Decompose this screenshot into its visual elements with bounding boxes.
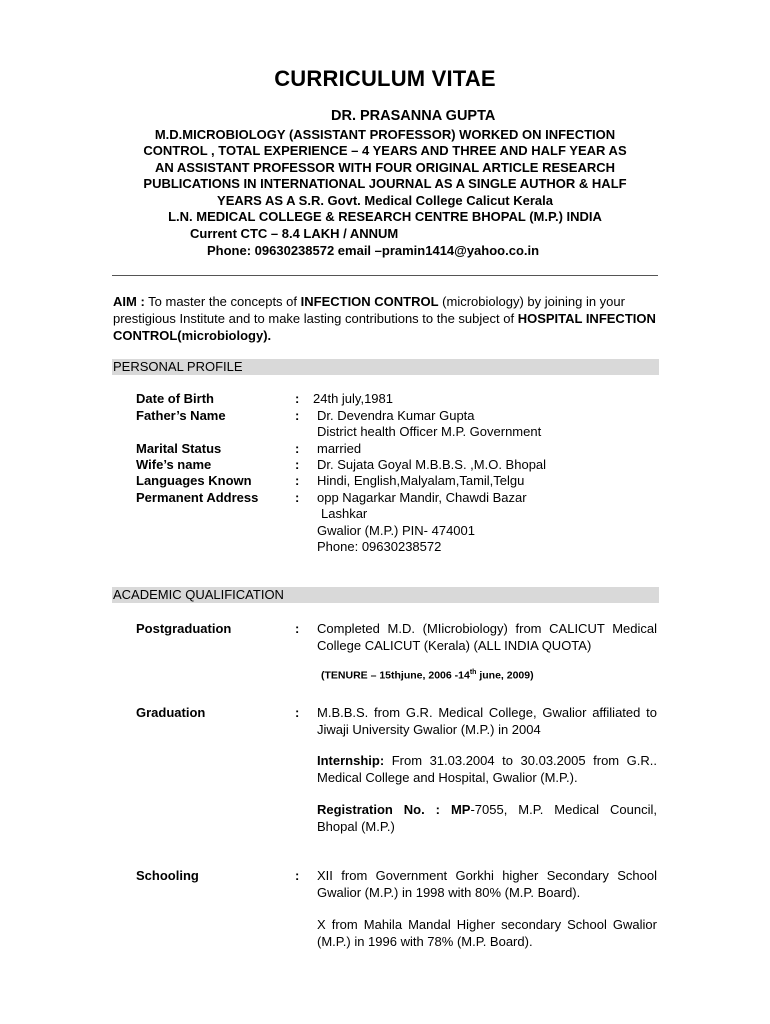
header-line: CONTROL , TOTAL EXPERIENCE – 4 YEARS AND THREE AND HALF YEAR AS — [143, 143, 627, 159]
colon: : — [295, 408, 300, 423]
postgraduation-label: Postgraduation — [136, 621, 232, 636]
father-designation-value: District health Officer M.P. Government — [317, 424, 542, 439]
colon: : — [295, 391, 300, 406]
dob-label: Date of Birth — [136, 391, 214, 406]
registration-value: -7055, M.P. Medical Council, Bhopal (M.P.) — [317, 802, 657, 834]
graduation-value: M.B.B.S. from G.R. Medical College, Gwalior affiliated to Jiwaji University Gwalior (M.P.) in 2004 — [317, 705, 657, 737]
wife-name-label: Wife’s name — [136, 457, 212, 472]
internship-entry — [317, 753, 657, 786]
aim-text: To master the concepts of — [144, 294, 301, 309]
schooling-xii-value: XII from Government Gorkhi higher Secondary School Gwalior (M.P.) in 1998 with 80% (M.P. Board). — [317, 868, 657, 900]
colon: : — [295, 705, 300, 720]
colon: : — [295, 621, 300, 636]
address-line: Lashkar — [321, 506, 368, 521]
colon: : — [295, 457, 300, 472]
header-line: AN ASSISTANT PROFESSOR WITH FOUR ORIGINAL ARTICLE RESEARCH — [154, 159, 616, 175]
schooling-label: Schooling — [136, 868, 199, 883]
registration-prefix: MP — [450, 802, 471, 817]
address-line: opp Nagarkar Mandir, Chawdi Bazar — [317, 490, 527, 505]
postgraduation-value: Completed M.D. (MIicrobiology) from CALICUT Medical College CALICUT (Kerala) (ALL INDIA QUOTA) — [317, 621, 657, 653]
wife-name-value: Dr. Sujata Goyal M.B.B.S. ,M.O. Bhopal — [317, 457, 547, 472]
permanent-address-label: Permanent Address — [136, 490, 259, 505]
internship-value: From 31.03.2004 to 30.03.2005 from G.R.. Medical College and Hospital, Gwalior (M.P.). — [317, 753, 657, 785]
section-heading-academic-qualification: ACADEMIC QUALIFICATION — [112, 587, 659, 603]
contact-line: Phone: 09630238572 email –pramin1414@yahoo.co.in — [207, 243, 540, 258]
section-heading-personal-profile: PERSONAL PROFILE — [112, 359, 659, 375]
registration-entry — [317, 802, 657, 835]
address-line: Phone: 09630238572 — [317, 539, 442, 554]
marital-status-value: married — [317, 441, 362, 456]
languages-label: Languages Known — [136, 473, 252, 488]
header-line: PUBLICATIONS IN INTERNATIONAL JOURNAL AS A SINGLE AUTHOR & HALF — [143, 176, 627, 192]
colon: : — [295, 441, 300, 456]
graduation-label: Graduation — [136, 705, 206, 720]
address-line: Gwalior (M.P.) PIN- 474001 — [317, 523, 475, 538]
colon: : — [295, 868, 300, 883]
candidate-name: DR. PRASANNA GUPTA — [331, 108, 496, 124]
dob-value: 24th july,1981 — [313, 391, 393, 406]
marital-status-label: Marital Status — [136, 441, 222, 456]
header-line: M.D.MICROBIOLOGY (ASSISTANT PROFESSOR) WORKED ON INFECTION — [154, 127, 616, 142]
aim-bold-text: INFECTION CONTROL — [300, 294, 439, 309]
aim-label: AIM : — [113, 294, 145, 309]
current-ctc: Current CTC – 8.4 LAKH / ANNUM — [190, 226, 399, 241]
tenure-note — [321, 669, 534, 682]
tenure-superscript: th — [469, 669, 477, 676]
document-title: CURRICULUM VITAE — [274, 66, 496, 91]
header-summary — [100, 127, 670, 225]
tenure-text: june, 2009) — [476, 669, 534, 682]
internship-label: Internship: — [317, 753, 385, 768]
aim-bold-text: HOSPITAL INFECTION CONTROL(microbiology). — [113, 311, 656, 343]
header-line: YEARS AS A S.R. Govt. Medical College Calicut Kerala — [217, 192, 553, 208]
father-name-label: Father’s Name — [136, 408, 226, 423]
colon: : — [295, 490, 300, 505]
header-line: L.N. MEDICAL COLLEGE & RESEARCH CENTRE BHOPAL (M.P.) INDIA — [168, 209, 602, 225]
colon: : — [295, 473, 300, 488]
registration-label: Registration No. : — [317, 802, 451, 817]
aim-paragraph — [113, 293, 658, 344]
divider — [112, 275, 658, 276]
father-name-value: Dr. Devendra Kumar Gupta — [317, 408, 475, 423]
schooling-x-value: X from Mahila Mandal Higher secondary School Gwalior (M.P.) in 1996 with 78% (M.P. Board). — [317, 917, 657, 949]
tenure-text: (TENURE – 15thjune, 2006 -14 — [321, 669, 470, 682]
languages-value: Hindi, English,Malyalam,Tamil,Telgu — [317, 473, 525, 488]
aim-text: (microbiology) by joining in your prestigious Institute and to make lasting contributions to the subject of — [113, 294, 625, 326]
